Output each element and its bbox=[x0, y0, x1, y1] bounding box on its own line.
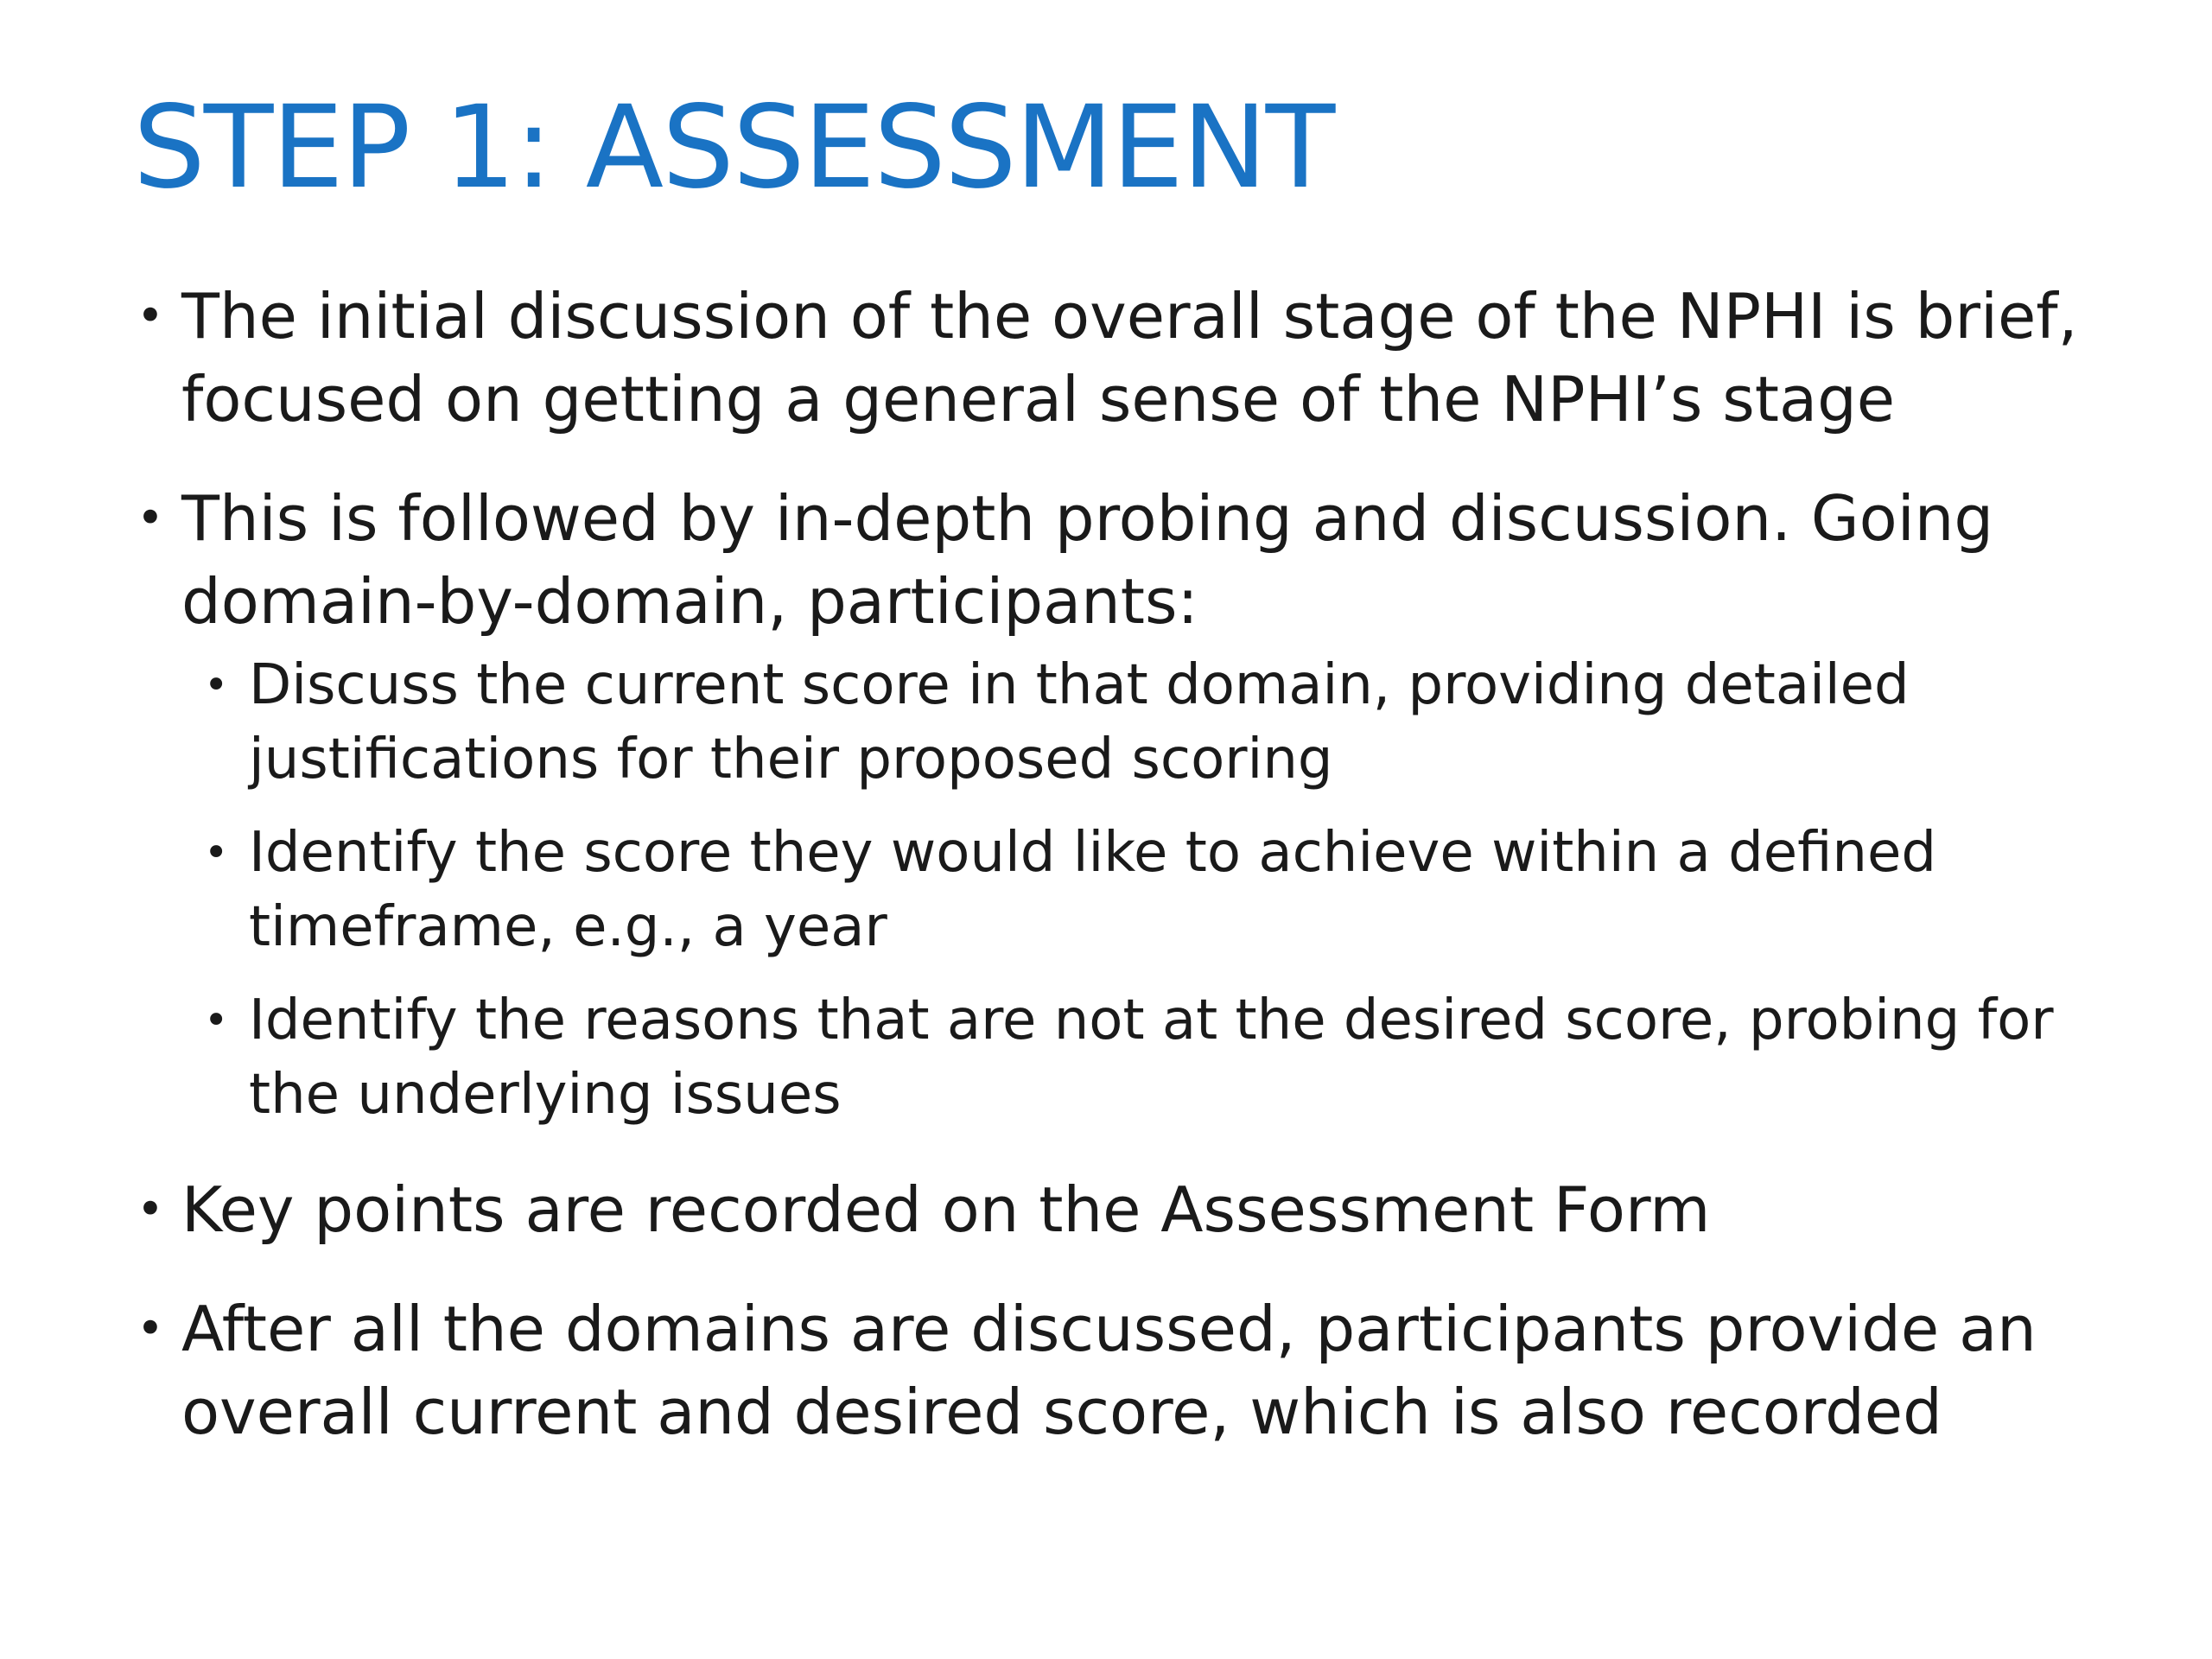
bullet-list bbox=[130, 275, 2152, 1490]
bullet-text: This is followed by in-depth probing and discussion. Going domain-by-domain, participants: bbox=[181, 482, 1994, 638]
bullet-text: The initial discussion of the overall stage of the NPHI is brief, focused on getting a general sense of the NPHI’s stage bbox=[181, 280, 2078, 435]
bullet-text: After all the domains are discussed, participants provide an overall current and desired score, which is also recorded bbox=[181, 1293, 2037, 1448]
sub-bullet-list bbox=[181, 648, 2152, 1132]
bullet-marker: • bbox=[137, 491, 164, 545]
sub-bullet-item bbox=[197, 983, 2152, 1132]
sub-bullet-item bbox=[197, 648, 2152, 797]
slide-title: STEP 1: ASSESSMENT bbox=[133, 81, 1334, 214]
bullet-item bbox=[130, 1168, 2152, 1251]
sub-bullet-item bbox=[197, 816, 2152, 964]
sub-bullet-marker: • bbox=[204, 661, 229, 709]
bullet-text: Key points are recorded on the Assessment Form bbox=[181, 1173, 1711, 1246]
sub-bullet-marker: • bbox=[204, 829, 229, 877]
sub-bullet-marker: • bbox=[204, 996, 229, 1045]
bullet-item bbox=[130, 1287, 2152, 1453]
bullet-marker: • bbox=[137, 289, 164, 343]
bullet-item bbox=[130, 275, 2152, 441]
sub-bullet-text: Discuss the current score in that domain, providing detailed justifications for their proposed scoring bbox=[249, 653, 1910, 791]
sub-bullet-text: Identify the reasons that are not at the desired score, probing for the underlying issues bbox=[249, 988, 2054, 1127]
sub-bullet-text: Identify the score they would like to achieve within a defined timeframe, e.g., a year bbox=[249, 821, 1936, 959]
bullet-item bbox=[130, 477, 2152, 1132]
bullet-marker: • bbox=[137, 1182, 164, 1236]
bullet-marker: • bbox=[137, 1301, 164, 1356]
